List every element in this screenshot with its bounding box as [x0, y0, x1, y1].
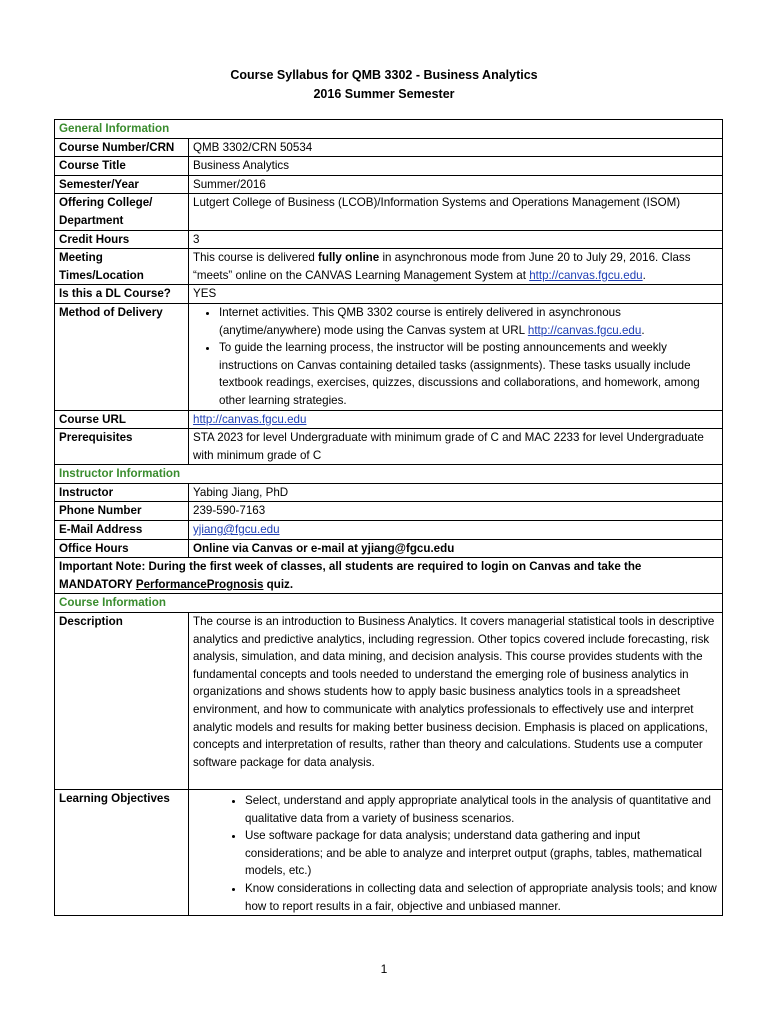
- list-item: [219, 304, 718, 339]
- page-number: 1: [380, 962, 388, 976]
- table-row: [55, 558, 723, 594]
- meeting-label-line-1: Meeting: [59, 251, 103, 265]
- college-value: Lutgert College of Business (LCOB)/Information Systems and Operations Management (ISOM): [189, 194, 723, 230]
- delivery-canvas-link[interactable]: http://canvas.fgcu.edu: [527, 323, 642, 337]
- delivery-label: Method of Delivery: [55, 303, 189, 410]
- objectives-label: Learning Objectives: [55, 790, 189, 916]
- course-number-value: QMB 3302/CRN 50534: [189, 138, 723, 157]
- section-row-course: [55, 594, 723, 613]
- description-value: The course is an introduction to Business Analytics. It covers managerial statistical tools in descriptive analytics and predictive analytics, including regression. Other topics covered include forecasting, risk analysis, simulation, and data mining, and decision analysis. This course provides students with the fundamental concepts and tools needed to understand the emerging role of business analytics in organizations and shows students how to apply basic business analytics tools in a spreadsheet environment, and how to communicate with analytics professionals to effectively use and interpret analytic models and results for making better business decision. Emphasis is placed on applications, concepts and interpretation of results, rather than theory and calculations. Students use a computer software package for data analysis.: [189, 613, 723, 790]
- prereq-label: Prerequisites: [55, 429, 189, 465]
- prereq-value: STA 2023 for level Undergraduate with minimum grade of C and MAC 2233 for level Undergraduate with minimum grade of C: [189, 429, 723, 465]
- meeting-text-bold: fully online: [318, 251, 380, 265]
- table-row: [55, 138, 723, 157]
- meeting-value: [189, 249, 723, 285]
- meeting-label-line-2: Times/Location: [59, 268, 144, 282]
- list-item: • Select, understand and apply appropriate analytical tools in the analysis of quantitative and qualitative data from a variety of business scenarios.: [245, 792, 718, 827]
- table-row: [55, 790, 723, 916]
- college-label: [55, 194, 189, 230]
- phone-value: 239-590-7163: [189, 502, 723, 521]
- table-row: [55, 429, 723, 465]
- dl-course-label: Is this a DL Course?: [55, 285, 189, 304]
- course-url-value: [189, 410, 723, 429]
- list-item: • Use software package for data analysis; understand data gathering and input considerations; and be able to analyze and interpret output (graphs, tables, mathematical models, etc.): [245, 827, 718, 880]
- note-text-1: Important Note: During the first week of classes, all students are required to login on Canvas and take the MANDATORY: [59, 560, 642, 591]
- credit-hours-label: Credit Hours: [55, 230, 189, 249]
- college-label-line-1: Offering College/: [59, 196, 153, 210]
- table-row: [55, 410, 723, 429]
- table-row: [55, 539, 723, 558]
- important-note: [55, 558, 723, 594]
- section-heading-general: General Information: [55, 120, 723, 139]
- section-heading-course: Course Information: [55, 594, 723, 613]
- table-row: [55, 285, 723, 304]
- semester-label: Semester/Year: [55, 175, 189, 194]
- office-hours-label: Office Hours: [55, 539, 189, 558]
- meeting-text-1: This course is delivered: [193, 251, 319, 265]
- delivery-list: [193, 304, 718, 410]
- section-row-instructor: [55, 465, 723, 484]
- office-hours-value: Online via Canvas or e-mail at yjiang@fgcu.edu: [189, 539, 723, 558]
- canvas-link[interactable]: http://canvas.fgcu.edu: [529, 268, 643, 282]
- description-label: Description: [55, 613, 189, 790]
- phone-label: Phone Number: [55, 502, 189, 521]
- course-title-label: Course Title: [55, 157, 189, 176]
- semester-value: Summer/2016: [189, 175, 723, 194]
- meeting-label: [55, 249, 189, 285]
- objectives-value: [189, 790, 723, 916]
- section-heading-instructor: Instructor Information: [55, 465, 723, 484]
- instructor-value: Yabing Jiang, PhD: [189, 483, 723, 502]
- college-label-line-2: Department: [59, 213, 124, 227]
- course-title-value: Business Analytics: [189, 157, 723, 176]
- table-row: [55, 521, 723, 540]
- credit-hours-value: 3: [189, 230, 723, 249]
- syllabus-table: [54, 119, 723, 916]
- title-line-1: Course Syllabus for QMB 3302 - Business Analytics: [230, 68, 538, 82]
- delivery-item-1-end: .: [641, 323, 645, 337]
- table-row: [55, 194, 723, 230]
- course-url-label: Course URL: [55, 410, 189, 429]
- email-value: [189, 521, 723, 540]
- table-row: [55, 157, 723, 176]
- email-label: E-Mail Address: [55, 521, 189, 540]
- course-number-label: Course Number/CRN: [55, 138, 189, 157]
- list-item: • To guide the learning process, the instructor will be posting announcements and weekly instructions on Canvas containing detailed tasks (assignments). These tasks usually include textbook readings, exercises, quizzes, discussions and collaborations, and homework, among other learning strategies.: [219, 339, 718, 409]
- course-url-link[interactable]: http://canvas.fgcu.edu: [193, 412, 307, 426]
- email-link[interactable]: yjiang@fgcu.edu: [193, 523, 280, 537]
- title-line-2: 2016 Summer Semester: [313, 87, 455, 101]
- document-title: [0, 66, 768, 104]
- table-row: [55, 303, 723, 410]
- delivery-value: [189, 303, 723, 410]
- table-row: [55, 249, 723, 285]
- objectives-list: [193, 790, 718, 915]
- table-row: [55, 483, 723, 502]
- dl-course-value: YES: [189, 285, 723, 304]
- table-row: [55, 175, 723, 194]
- list-item: • Know considerations in collecting data and selection of appropriate analysis tools; and know how to report results in a fair, objective and unbiased manner.: [245, 880, 718, 915]
- note-quiz-name: PerformancePrognosis: [135, 577, 264, 591]
- instructor-label: Instructor: [55, 483, 189, 502]
- table-row: [55, 613, 723, 790]
- section-row-general: [55, 120, 723, 139]
- meeting-text-2: in asynchronous mode from June 20 to July 29, 2016. Class “meets” online on the CANVAS Learning Management System at: [193, 251, 691, 282]
- meeting-text-end: .: [642, 268, 646, 282]
- table-row: [55, 230, 723, 249]
- note-text-2: quiz.: [263, 577, 294, 591]
- table-row: [55, 502, 723, 521]
- delivery-item-1-text: Internet activities. This QMB 3302 course is entirely delivered in asynchronous (anytime/anywhere) mode using the Canvas system at URL: [219, 305, 621, 337]
